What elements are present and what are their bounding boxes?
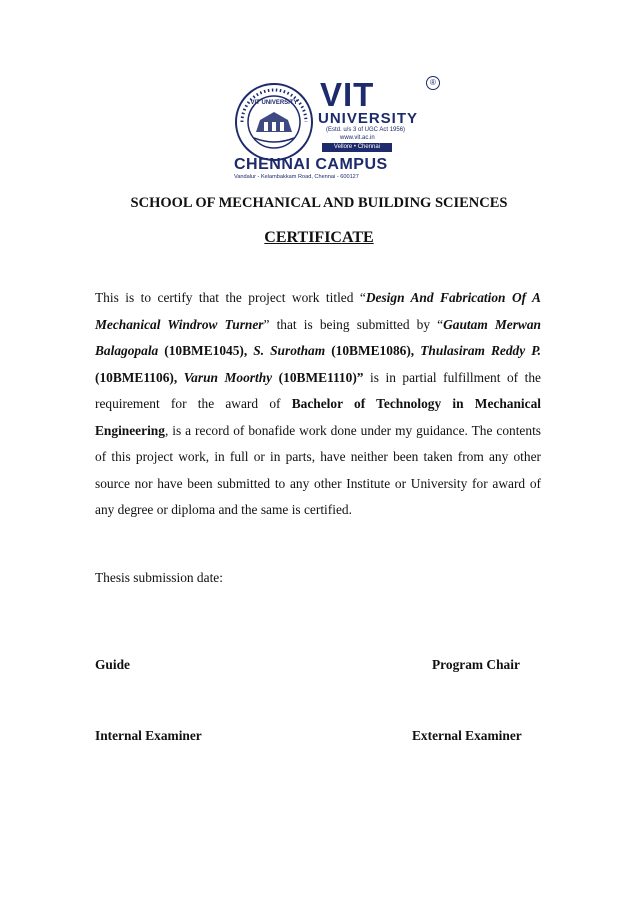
- submission-date-label: Thesis submission date:: [95, 570, 223, 585]
- student-id-1: (10BME1045),: [158, 343, 254, 358]
- logo-estd: (Estd. u/s 3 of UGC Act 1956): [326, 127, 406, 133]
- certificate-body: [95, 285, 541, 524]
- internal-examiner-signature-label: Internal Examiner: [95, 728, 202, 743]
- body-text-3: is in partial fulfillment of the requirement for the award of: [95, 369, 541, 411]
- registered-mark-icon: ®: [426, 76, 440, 90]
- svg-text:VIT UNIVERSITY: VIT UNIVERSITY: [250, 100, 298, 106]
- student-id-3: (10BME1106),: [95, 369, 184, 385]
- student-name-3: Thulasiram Reddy P.: [420, 343, 542, 358]
- student-id-2: (10BME1086),: [325, 343, 421, 358]
- body-text-2: ” that is being submitted by “: [263, 316, 444, 332]
- logo-address: Vandalur - Kelambakkam Road, Chennai - 600127: [234, 174, 359, 180]
- logo-website: www.vit.ac.in: [340, 135, 375, 141]
- external-examiner-signature-label: External Examiner: [412, 728, 522, 743]
- degree-name: Bachelor of Technology in Mechanical Engineering: [95, 396, 541, 438]
- university-seal-icon: [234, 82, 314, 162]
- university-logo: [234, 74, 436, 180]
- student-name-4: Varun Moorthy: [183, 369, 273, 385]
- guide-signature-label: Guide: [95, 657, 130, 672]
- logo-campus: CHENNAI CAMPUS: [234, 156, 388, 173]
- school-name: SCHOOL OF MECHANICAL AND BUILDING SCIENCES: [130, 195, 508, 211]
- body-text-1: This is to certify that the project work titled “: [95, 290, 366, 305]
- student-id-4: (10BME1110)”: [272, 369, 364, 385]
- certificate-heading: CERTIFICATE: [264, 229, 374, 246]
- student-name-1: Gautam Merwan Balagopala: [95, 316, 541, 358]
- logo-university: UNIVERSITY: [318, 110, 419, 127]
- logo-vit: VIT: [320, 76, 375, 113]
- program-chair-signature-label: Program Chair: [432, 657, 520, 672]
- body-text-4: , is a record of bonafide work done under my guidance. The contents of this project work, in full or in parts, have neither been taken from any other source nor have been submitted to any other Institute or University for award of any degree or diploma and the same is certified.: [95, 422, 541, 517]
- student-name-2: S. Surotham: [253, 343, 326, 358]
- logo-locations: Vellore • Chennai: [322, 143, 392, 152]
- project-title: Design And Fabrication Of A Mechanical Windrow Turner: [95, 290, 541, 332]
